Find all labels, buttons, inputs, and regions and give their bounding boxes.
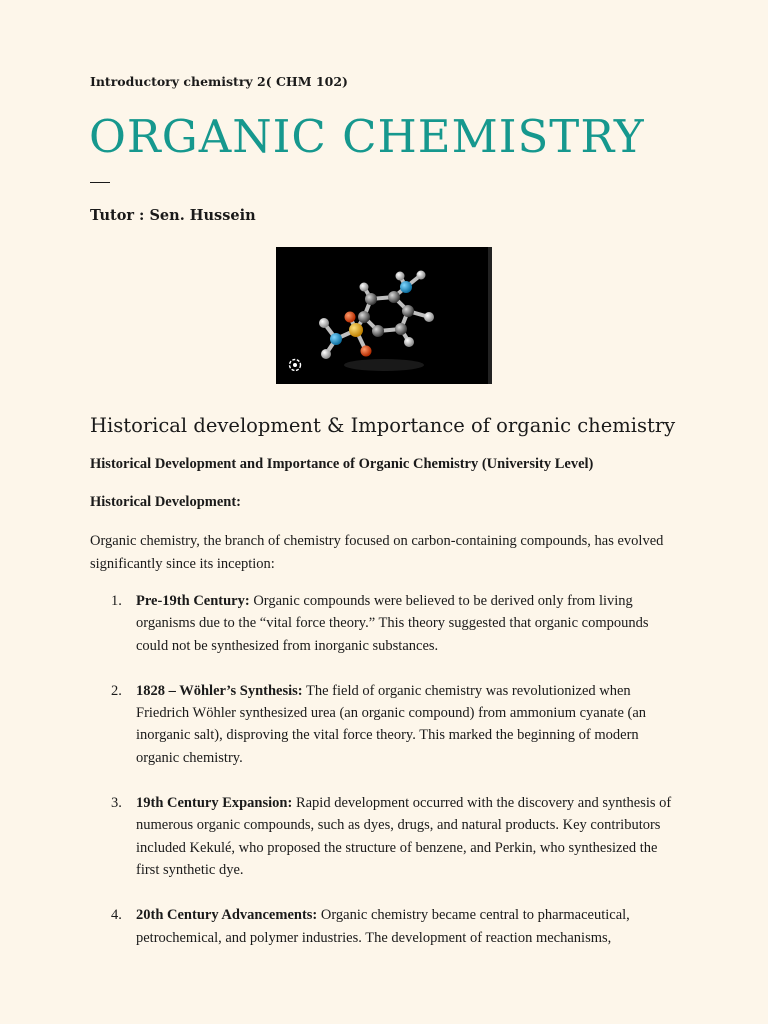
list-item-number: 2.: [111, 682, 122, 699]
list-item-number: 4.: [111, 907, 122, 924]
section-heading: Historical development & Importance of organic chemistry: [90, 414, 676, 437]
list-item-number: 1.: [111, 593, 122, 609]
list-item: [90, 792, 680, 881]
list-item-term: Pre-19th Century:: [136, 593, 250, 609]
molecule-illustration: [276, 247, 492, 384]
intro-paragraph: Organic chemistry, the branch of chemistry focused on carbon-containing compounds, has evolved significantly since its inception:: [90, 533, 664, 572]
list-item-number: 3.: [111, 795, 122, 812]
list-item: [90, 680, 680, 769]
list-item-term: 20th Century Advancements:: [136, 907, 318, 924]
course-label: Introductory chemistry 2( CHM 102): [90, 74, 348, 89]
history-list: [90, 590, 680, 972]
section-subheading: Historical Development and Importance of Organic Chemistry (University Level): [90, 456, 594, 472]
list-item-text: Organic chemistry became central to pharmaceutical, petrochemical, and polymer industries. The development of reaction mechanisms,: [136, 907, 630, 946]
title-divider: [90, 182, 110, 183]
lens-icon[interactable]: [288, 358, 302, 372]
list-item: [90, 590, 680, 657]
list-item-term: 1828 – Wöhler’s Synthesis:: [136, 682, 303, 699]
page-title: ORGANIC CHEMISTRY: [89, 110, 645, 163]
list-item-text: Rapid development occurred with the discovery and synthesis of numerous organic compounds, such as dyes, drugs, and natural products. Key contributors included Kekulé, who proposed the structure of benzene, and Perkin, who synthesized the first synthetic dye.: [136, 795, 672, 878]
list-item-text: Organic compounds were believed to be derived only from living organisms due to the “vital force theory.” This theory suggested that organic compounds could not be synthesized from inorganic substances.: [136, 593, 649, 654]
molecule-image[interactable]: [276, 247, 492, 384]
list-item-term: 19th Century Expansion:: [136, 795, 293, 812]
tutor-label: Tutor : Sen. Hussein: [90, 207, 256, 224]
list-item: [90, 904, 680, 949]
list-item-text: The field of organic chemistry was revolutionized when Friedrich Wöhler synthesized urea (an organic compound) from ammonium cyanate (an inorganic salt), disproving the vital force theory. This marked the beginning of modern organic chemistry.: [136, 682, 647, 766]
history-label: Historical Development:: [90, 494, 242, 510]
